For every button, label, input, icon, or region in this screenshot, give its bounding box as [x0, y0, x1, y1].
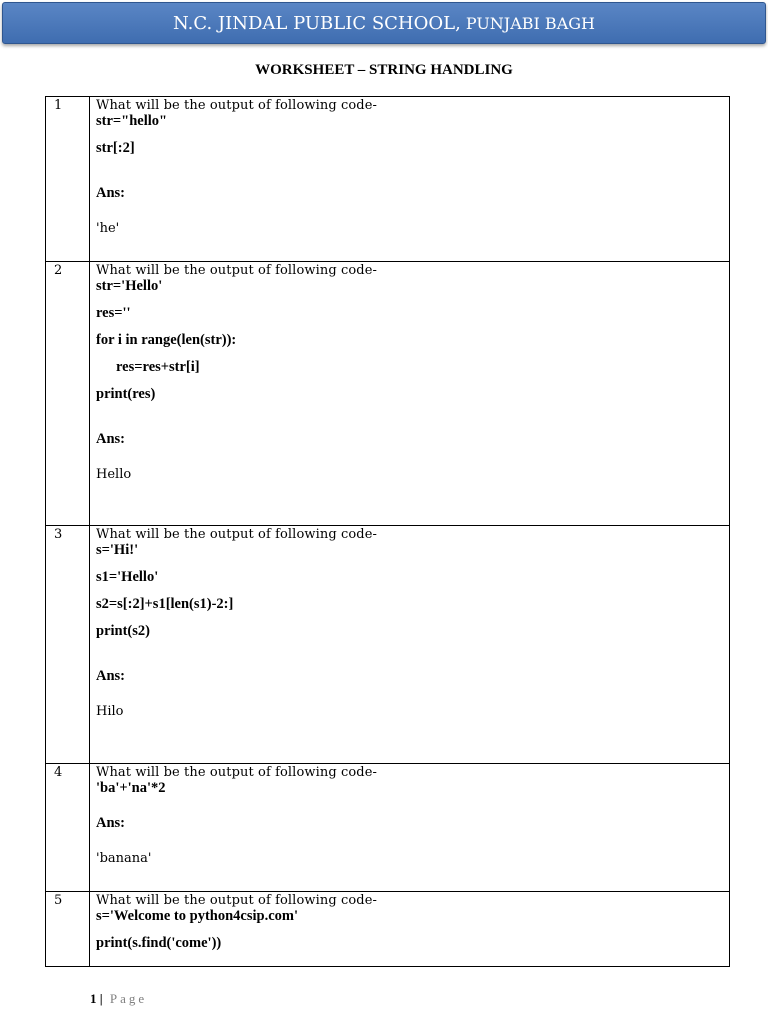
question-number: 2 — [46, 262, 90, 526]
question-number: 4 — [46, 764, 90, 892]
code-line: print(s2) — [96, 623, 150, 639]
code-line: 'ba'+'na'*2 — [96, 780, 166, 796]
question-row-1 — [46, 97, 730, 262]
school-location: PUNJABI BAGH — [465, 13, 595, 33]
code-line: for i in range(len(str)): — [96, 332, 237, 348]
school-header-banner — [2, 2, 766, 44]
question-body — [90, 262, 730, 526]
code-line: s='Hi!' — [96, 542, 139, 558]
question-row-3 — [46, 526, 730, 764]
questions-table — [45, 96, 730, 967]
answer-label: Ans: — [96, 815, 126, 831]
question-body — [90, 97, 730, 262]
question-prompt: What will be the output of following code- — [96, 765, 377, 780]
code-line: print(s.find('come')) — [96, 935, 222, 951]
question-row-5 — [46, 892, 730, 967]
code-line: print(res) — [96, 386, 156, 402]
question-prompt: What will be the output of following code- — [96, 527, 377, 542]
code-line: res=res+str[i] — [116, 359, 200, 375]
answer-label: Ans: — [96, 185, 126, 201]
answer-label: Ans: — [96, 431, 126, 447]
question-number: 5 — [46, 892, 90, 967]
code-line: s1='Hello' — [96, 569, 159, 585]
code-line: str[:2] — [96, 140, 135, 156]
question-number: 3 — [46, 526, 90, 764]
question-body — [90, 892, 730, 967]
question-number: 1 — [46, 97, 90, 262]
school-name: N.C. JINDAL PUBLIC SCHOOL, — [173, 12, 461, 34]
page-label: Page — [109, 991, 148, 1006]
question-row-2 — [46, 262, 730, 526]
answer-text: 'banana' — [96, 851, 152, 866]
page-footer — [90, 991, 147, 1007]
worksheet-title: WORKSHEET – STRING HANDLING — [255, 62, 513, 78]
code-line: str="hello" — [96, 113, 168, 129]
question-prompt: What will be the output of following code- — [96, 98, 377, 113]
page-number: 1 | — [90, 991, 103, 1006]
question-prompt: What will be the output of following code- — [96, 263, 377, 278]
question-prompt: What will be the output of following code- — [96, 893, 377, 908]
code-line: res='' — [96, 305, 131, 321]
answer-text: Hilo — [96, 704, 124, 719]
question-row-4 — [46, 764, 730, 892]
question-body — [90, 526, 730, 764]
code-line: s='Welcome to python4csip.com' — [96, 908, 298, 924]
answer-label: Ans: — [96, 668, 126, 684]
question-body — [90, 764, 730, 892]
code-line: str='Hello' — [96, 278, 163, 294]
answer-text: 'he' — [96, 221, 120, 236]
answer-text: Hello — [96, 467, 132, 482]
code-line: s2=s[:2]+s1[len(s1)-2:] — [96, 596, 234, 612]
